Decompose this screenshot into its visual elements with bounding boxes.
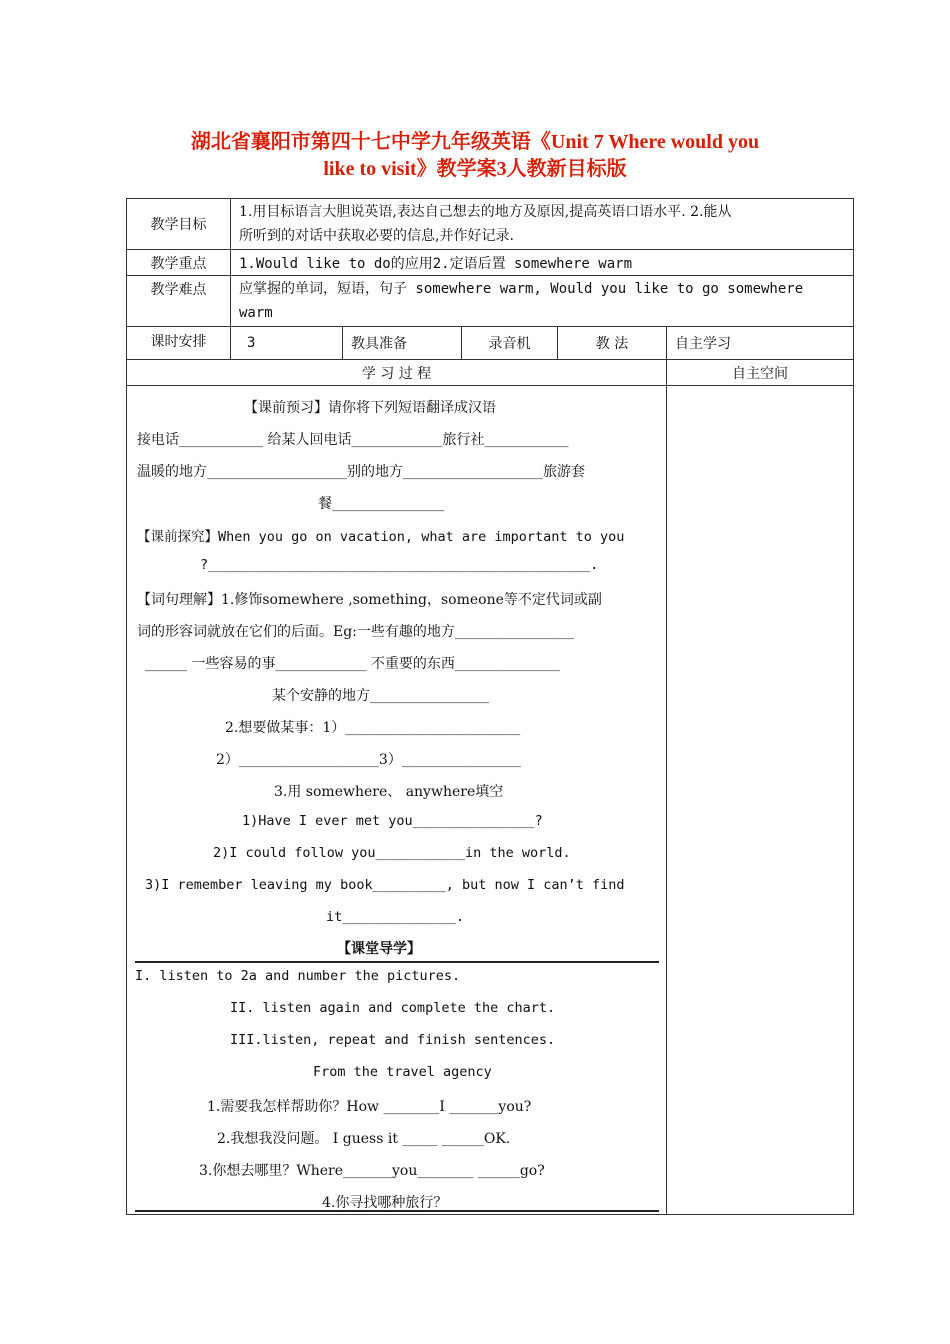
goals-cell <box>231 199 854 250</box>
explore-line2: ?_______________________________________________. <box>200 557 599 573</box>
listen-step-2: II. listen again and complete the chart. <box>230 1000 556 1016</box>
class-guide-title: 【课堂导学】 <box>337 941 421 957</box>
lesson-plan-table <box>126 198 854 1215</box>
listen-step-3: III.listen, repeat and finish sentences. <box>230 1032 556 1048</box>
vocab-line1: 【词句理解】1.修饰somewhere ,something，someone等不定代词或副 <box>137 592 602 608</box>
hours-label: 课时安排 <box>127 327 231 360</box>
focus-text: 1.Would like to do的应用2.定语后置 somewhere warm <box>231 250 854 276</box>
vocab-line3: ______ 一些容易的事_____________ 不重要的东西_______________ <box>145 656 560 672</box>
goals-label: 教学目标 <box>127 199 231 250</box>
goals-line2: 所听到的对话中获取必要的信息,并作好记录. <box>239 228 514 244</box>
want-line2: 2）____________________3）_________________ <box>216 752 521 768</box>
space-header: 自主空间 <box>667 360 854 386</box>
process-header: 学 习 过 程 <box>127 360 667 386</box>
preview-line1: 接电话____________ 给某人回电话_____________旅行社____________ <box>137 432 569 448</box>
hours-value: 3 <box>231 327 343 360</box>
difficulty-line1: 应掌握的单词，短语，句子 somewhere warm, Would you like to go somewhere <box>239 281 804 297</box>
travel-agency-heading: From the travel agency <box>313 1064 492 1080</box>
fill-sentence-2: 2)I could follow you___________in the world. <box>213 845 571 861</box>
fill-sentence-3b: it______________. <box>326 909 465 925</box>
tools-value: 录音机 <box>462 327 558 360</box>
question-3: 3.你想去哪里？Where_______you________ ______go? <box>199 1163 545 1179</box>
goals-line1: 1.用目标语言大胆说英语,表达自己想去的地方及原因,提高英语口语水平. 2.能从 <box>239 204 732 220</box>
fill-title: 3.用 somewhere、 anywhere填空 <box>274 784 504 800</box>
method-value: 自主学习 <box>667 327 854 360</box>
difficulty-cell <box>231 276 854 327</box>
tools-label: 教具准备 <box>343 327 462 360</box>
vocab-line4: 某个安静的地方_________________ <box>272 688 489 704</box>
preview-line2: 温暖的地方____________________别的地方____________________旅游套 <box>137 464 585 480</box>
question-4: 4.你寻找哪种旅行？ <box>322 1195 448 1211</box>
fill-sentence-1: 1)Have I ever met you_______________? <box>242 813 543 829</box>
preview-line3: 餐________________ <box>318 496 444 512</box>
question-2: 2.我想我没问题。 I guess it _____ ______OK. <box>217 1131 511 1147</box>
explore-line1: 【课前探究】When you go on vacation, what are important to you <box>137 529 625 545</box>
listen-step-1: I. listen to 2a and number the pictures. <box>135 968 461 984</box>
question-1: 1.需要我怎样帮助你？How ________I _______you? <box>207 1099 532 1115</box>
document-title-line2: like to visit》教学案3人教新目标版 <box>323 158 627 180</box>
bottom-divider <box>135 1210 659 1212</box>
vocab-line2: 词的形容词就放在它们的后面。Eg:一些有趣的地方_________________ <box>137 624 574 640</box>
learning-process-cell <box>127 386 667 1215</box>
document-title-line1: 湖北省襄阳市第四十七中学九年级英语《Unit 7 Where would you <box>190 131 760 153</box>
preview-title: 【课前预习】请你将下列短语翻译成汉语 <box>244 400 496 416</box>
fill-sentence-3: 3)I remember leaving my book_________, but now I can’t find <box>145 877 625 893</box>
divider <box>135 961 659 963</box>
method-label: 教 法 <box>558 327 667 360</box>
difficulty-line2: warm <box>239 305 273 321</box>
want-line1: 2.想要做某事：1）_________________________ <box>225 720 521 736</box>
difficulty-label: 教学难点 <box>127 276 231 327</box>
focus-label: 教学重点 <box>127 250 231 276</box>
self-study-space-cell <box>667 386 854 1215</box>
